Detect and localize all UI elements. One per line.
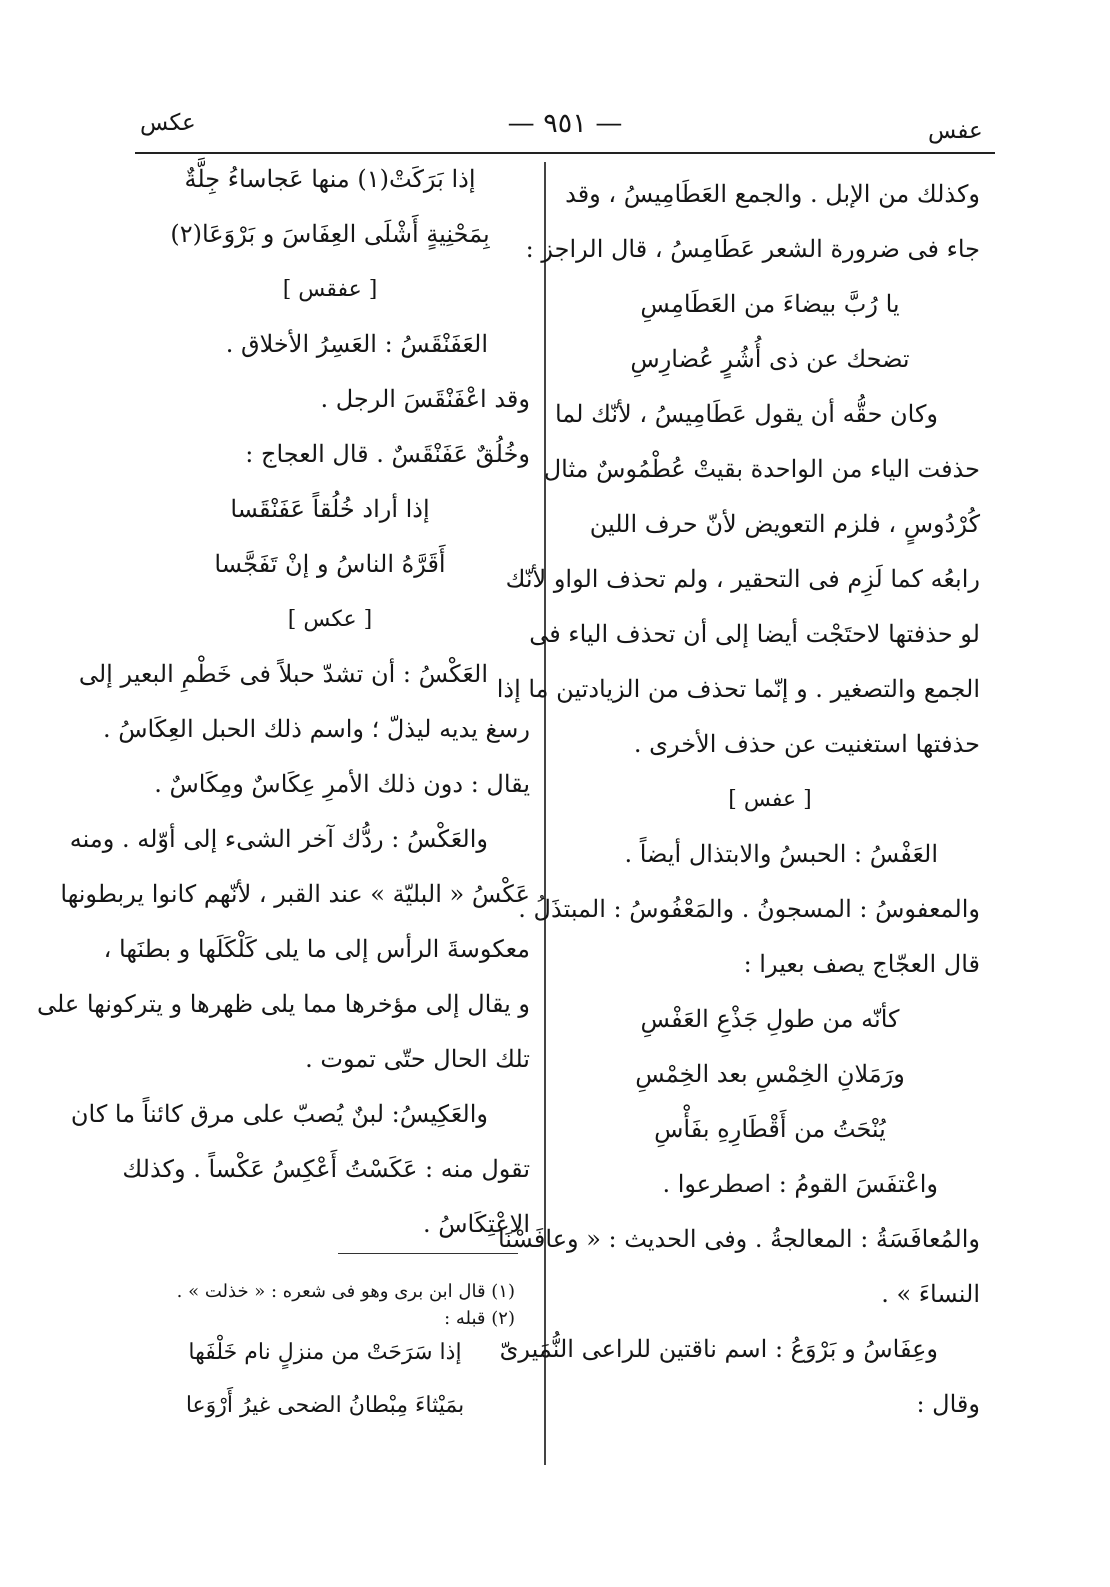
text-line: حذفت الياء من الواحدة بقيتْ عُطْمُوسٌ مثال bbox=[543, 455, 980, 483]
text-line: العَفْسُ : الحبسُ والابتذال أيضاً . bbox=[624, 840, 938, 868]
verse-line: إذا بَرَكَتْ(١) منها عَجاساءُ جِلَّةٌ bbox=[184, 165, 476, 193]
header-left-word: عكس bbox=[140, 110, 196, 136]
text-line: كُرْدُوسٍ ، فلزم التعويض لأنّ حرف اللين bbox=[589, 510, 980, 538]
verse-line: أَقَرَّهُ الناسُ و إنْ تَفَجَّسا bbox=[214, 550, 446, 578]
text-line: عَكْسُ « البليّة » عند القبر ، لأنّهم كانوا يربطونها bbox=[60, 880, 530, 908]
verse-line: بِمَحْنِيةٍ أَشْلَى العِفَاسَ و بَرْوَعَا(٢) bbox=[170, 220, 490, 248]
header-right-word: عفس bbox=[928, 118, 983, 144]
page-number: — ٩٥١ — bbox=[507, 108, 623, 139]
section-heading: [ عفس ] bbox=[728, 787, 812, 812]
right-column bbox=[496, 167, 980, 1432]
text-line: رابعُه كما لَزِم فى التحقير ، ولم تحذف الواو لأنّك bbox=[505, 565, 980, 593]
text-line: معكوسةَ الرأس إلى ما يلى كَلْكَلَها و بطنَها ، bbox=[103, 935, 530, 963]
column-divider bbox=[544, 162, 546, 1465]
text-line: والمعفوسُ : المسجونُ . والمَعْفُوسُ : المبتذَلُ . bbox=[518, 895, 980, 923]
text-line: الجمع والتصغير . و إنّما تحذف من الزيادتين ما إذا bbox=[496, 675, 980, 703]
text-line: تلك الحال حتّى تموت . bbox=[305, 1045, 530, 1073]
section-heading: [ عكس ] bbox=[287, 607, 373, 632]
text-line: العَفَنْقَسُ : العَسِرُ الأخلاق . bbox=[225, 330, 488, 358]
footnote-verse-line: بمَيْثاءَ مِبْطانُ الضحى غيرُ أَرْوَعا bbox=[185, 1393, 465, 1418]
verse-line: يُنْحَتُ من أَقْطَارِهِ بفَأْسِ bbox=[654, 1115, 886, 1143]
text-line: رسغ يديه ليذلّ ؛ واسم ذلك الحبل العِكَاسُ . bbox=[102, 715, 530, 743]
section-heading: [ عفقس ] bbox=[282, 277, 378, 302]
text-line: حذفتها استغنيت عن حذف الأخرى . bbox=[633, 730, 980, 758]
verse-line: يا رُبَّ بيضاءَ من العَطَامِسِ bbox=[640, 290, 900, 318]
footnotes bbox=[135, 1278, 515, 1332]
footnote-line: (١) قال ابن برى وهو فى شعره : « خذلت » . bbox=[176, 1281, 515, 1302]
verse-line: ورَمَلانِ الخِمْسِ بعد الخِمْسِ bbox=[635, 1060, 905, 1088]
verse-line: كأنّه من طولِ جَذْعِ العَفْسِ bbox=[640, 1005, 900, 1033]
text-line: وخُلُقٌ عَفَنْقَسٌ . قال العجاج : bbox=[245, 440, 530, 468]
text-line: والعَكْسُ : ردُّك آخر الشىء إلى أوّله . ومنه bbox=[69, 825, 488, 853]
text-line: والمُعافَسَةُ : المعالجةُ . وفى الحديث : « وعافَسْنَا bbox=[497, 1225, 980, 1253]
text-line: العَكْسُ : أن تشدّ حبلاً فى خَطْمِ البعير إلى bbox=[78, 660, 488, 688]
verse-line: تضحك عن ذى أُشُرٍ عُضارِسِ bbox=[630, 345, 910, 373]
footnote-rule bbox=[338, 1253, 518, 1254]
text-line: وقال : bbox=[916, 1390, 980, 1418]
text-line: وكذلك من الإبل . والجمع العَطَامِيسُ ، وقد bbox=[565, 180, 980, 208]
text-line: و يقال إلى مؤخرها مما يلى ظهرها و يتركونها على bbox=[36, 990, 530, 1018]
text-line: تقول منه : عَكَسْتُ أَعْكِسُ عَكْساً . وكذلك bbox=[122, 1155, 530, 1183]
text-line: وقد اعْفَنْقَسَ الرجل . bbox=[320, 385, 530, 413]
footnote-verse-line: إذا سَرَحَتْ من منزلٍ نام خَلْفَها bbox=[188, 1340, 462, 1365]
text-line: جاء فى ضرورة الشعر عَطَامِسُ ، قال الراجز : bbox=[525, 235, 980, 263]
footnote-line: (٢) قبله : bbox=[444, 1308, 515, 1329]
text-line: لو حذفتها لاحتَجْت أيضا إلى أن تحذف الياء فى bbox=[529, 620, 980, 648]
text-line: واعْتفَسَ القومُ : اصطرعوا . bbox=[662, 1170, 938, 1198]
left-column bbox=[36, 152, 530, 1252]
text-line: والعَكِيسُ: لبنٌ يُصبّ على مرق كائناً ما كان bbox=[70, 1100, 488, 1128]
text-line: وعِفَاسُ و بَرْوَعُ : اسم ناقتين للراعى النُّمَيرىّ bbox=[499, 1335, 938, 1363]
verse-line: إذا أراد خُلُقاً عَفَنْقَسا bbox=[230, 495, 430, 523]
text-line: النساءَ » . bbox=[881, 1280, 980, 1308]
text-line: يقال : دون ذلك الأمرِ عِكَاسٌ ومِكَاسٌ . bbox=[154, 770, 530, 798]
text-line: قال العجّاج يصف بعيرا : bbox=[743, 950, 980, 978]
text-line: الاعْتِكَاسُ . bbox=[422, 1210, 530, 1238]
text-line: وكان حقُّه أن يقول عَطَامِيسُ ، لأنّك لما bbox=[554, 400, 938, 428]
